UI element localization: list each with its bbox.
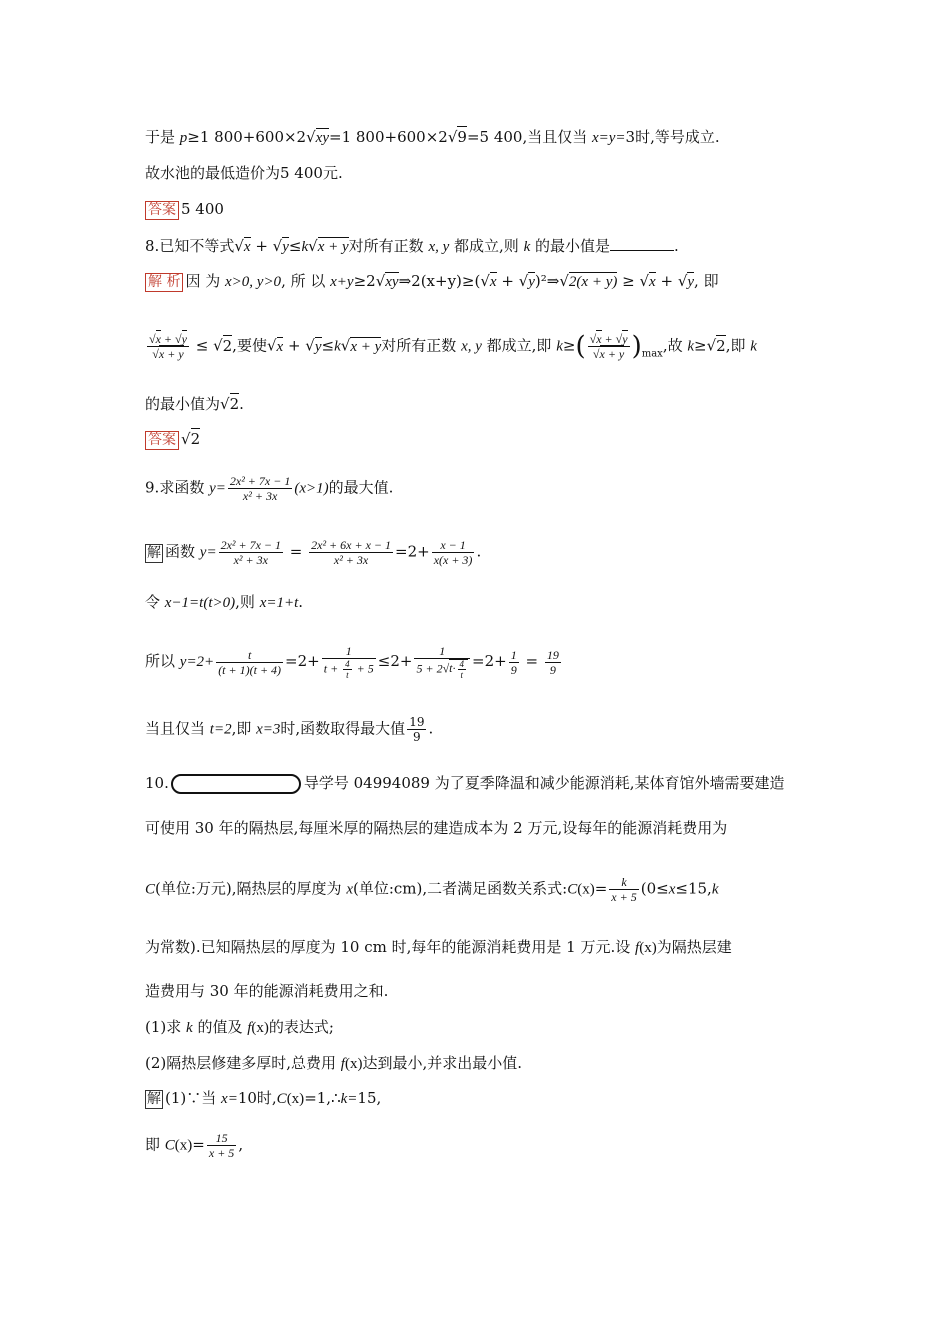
- sqrt-y: y: [314, 338, 322, 355]
- text: 令: [145, 593, 165, 611]
- question-8: 8.已知不等式√x + √y≤k√x + y对所有正数 x, y 都成立,则 k 的最小值是 .: [145, 237, 679, 255]
- math: x=: [221, 1091, 238, 1107]
- answer-tag: 答案: [145, 431, 179, 450]
- denominator: (t + 1)(t + 4): [218, 662, 282, 677]
- math: (x): [286, 1091, 305, 1107]
- math: k=: [340, 1091, 358, 1107]
- numerator: 19: [546, 647, 559, 662]
- solution-10-line-2: [145, 1131, 243, 1160]
- analysis-tag: 解 析: [145, 273, 183, 292]
- text: 于是: [145, 128, 180, 146]
- sqrt-y: y: [528, 274, 535, 290]
- solution-9-line-1: [145, 538, 481, 567]
- text: .: [298, 593, 304, 611]
- sqrt-9: 9: [457, 128, 467, 146]
- math: t=2: [209, 721, 232, 738]
- small-fraction: [458, 659, 467, 680]
- conclusion-line: 故水池的最低造价为5 400元.: [145, 164, 343, 182]
- text: .: [674, 237, 679, 255]
- denominator: t: [460, 670, 464, 680]
- fraction-sqrt-ratio-max: $\frac{√x + √y}{√x + y}$: [589, 332, 628, 361]
- math: x>0, y>0: [225, 274, 282, 290]
- math-var: x, y: [461, 338, 482, 355]
- text: +: [655, 272, 678, 290]
- fraction-sqrt-ratio: $\frac{√x + √y}{√x + y}$: [149, 332, 187, 361]
- math: (x): [251, 1020, 269, 1036]
- text: (2)隔热层修建多厚时,总费用: [145, 1054, 341, 1072]
- math-var: k: [186, 1020, 193, 1036]
- text: 都成立,即: [481, 336, 557, 355]
- math-var: x: [346, 881, 353, 898]
- denominator: 9: [549, 662, 556, 677]
- denominator: x² + 3x: [242, 489, 278, 503]
- text: ≥: [694, 336, 707, 355]
- math-var: k: [750, 338, 757, 355]
- text: ≥: [617, 272, 640, 290]
- max-subscript: max: [641, 348, 663, 360]
- small-fraction: [343, 659, 352, 680]
- math-var: C: [145, 881, 156, 898]
- numerator: 1: [414, 644, 470, 659]
- math: x+y: [330, 274, 354, 290]
- question-10-part-1: [145, 1016, 334, 1039]
- numerator: 1: [510, 647, 517, 662]
- numerator: 4: [459, 659, 465, 669]
- text: =: [285, 542, 308, 561]
- text: t·: [449, 661, 456, 676]
- numerator: 15: [207, 1131, 236, 1146]
- answer-value: 5 400: [181, 200, 224, 218]
- text: =2+: [285, 652, 320, 670]
- question-number: 9.: [145, 478, 160, 497]
- numerator: t: [216, 648, 283, 663]
- sqrt-2: 2: [222, 336, 233, 355]
- question-10-line-5: 造费用与 30 年的能源消耗费用之和.: [145, 982, 389, 1000]
- math-var: k: [334, 338, 341, 355]
- text: ≥2: [353, 272, 376, 290]
- numerator: 2x² + 7x − 1: [220, 538, 282, 552]
- sqrt-xy: xy: [315, 130, 329, 146]
- sqrt-x: x: [276, 338, 284, 355]
- text: 因 为: [185, 272, 225, 290]
- text: 已知不等式: [159, 237, 235, 255]
- fraction: [216, 648, 283, 677]
- text: .: [428, 719, 434, 738]
- text: 对所有正数: [348, 237, 429, 255]
- text: ≤15,: [675, 879, 712, 898]
- sqrt-x: x: [155, 332, 161, 346]
- math: x=3: [256, 721, 281, 738]
- denominator: x + 5: [611, 890, 637, 904]
- question-10-part-2: [145, 1052, 522, 1075]
- sqrt-xy: xy: [385, 274, 399, 290]
- text: +: [250, 237, 273, 255]
- text: ≤: [288, 237, 302, 255]
- sqrt-y: y: [181, 332, 187, 346]
- math-var: f: [635, 940, 640, 956]
- denominator: t: [346, 670, 349, 680]
- solution-tag: 解: [147, 544, 161, 561]
- max-value-fraction: [407, 715, 426, 744]
- text: ,: [238, 1135, 244, 1154]
- text: 当且仅当: [145, 719, 210, 738]
- solution-tag: 解: [147, 1091, 161, 1107]
- question-9: [145, 474, 393, 503]
- text: (单位:万元),隔热层的厚度为: [155, 879, 347, 898]
- right-paren: ): [631, 331, 642, 362]
- math: x=1+t: [259, 595, 299, 611]
- math-var: f: [247, 1020, 252, 1036]
- text: =5 400,当且仅当: [466, 128, 592, 146]
- answer-tag: 答案: [145, 201, 179, 220]
- text: , 所 以: [281, 272, 331, 290]
- text: (单位:cm),二者满足函数关系式:: [352, 879, 568, 898]
- question-10-line-3: [145, 875, 718, 904]
- text: ,故: [662, 336, 688, 355]
- fraction: [509, 648, 519, 677]
- denominator: x² + 3x: [233, 553, 268, 567]
- text: =1 800+600×2: [329, 128, 448, 146]
- denominator: 9: [413, 730, 421, 744]
- denominator: x + 5: [208, 1146, 235, 1160]
- sqrt-x: x: [243, 239, 251, 255]
- text: + 5: [353, 661, 374, 676]
- sqrt-x-plus-y: x + y: [350, 338, 382, 355]
- text: +: [283, 336, 306, 355]
- sqrt-y: y: [687, 274, 695, 290]
- sqrt-x-plus-y: x + y: [158, 347, 184, 361]
- sqrt-x: x: [596, 332, 602, 346]
- text: .: [476, 542, 482, 561]
- guide-number-badge: [171, 774, 301, 794]
- text: .: [239, 395, 244, 413]
- text: 的值及: [192, 1018, 248, 1036]
- fraction: [432, 538, 475, 567]
- question-10-line-4: [145, 936, 732, 959]
- sqrt-x-plus-y: x + y: [599, 347, 625, 361]
- solution-10-line-1: [145, 1087, 381, 1110]
- numerator: 1: [322, 644, 376, 659]
- solution-8-line-1: 解 析 因 为 x>0, y>0, 所 以 x+y≥2√xy⇒2(x+y)≥(√x + √y)²⇒√2(x + y) ≥ √x + √y, 即: [145, 270, 719, 293]
- text: =: [520, 652, 543, 670]
- math-var: f: [340, 1056, 345, 1072]
- text: ,即: [231, 719, 257, 738]
- text: t +: [323, 661, 342, 676]
- text: +: [601, 332, 616, 346]
- numerator: 19: [409, 715, 425, 729]
- solution-8-line-3: 的最小值为√2.: [145, 395, 244, 413]
- sqrt-x: x: [489, 274, 497, 290]
- numerator: 4: [345, 659, 350, 669]
- numerator: 2x² + 7x − 1: [229, 474, 291, 488]
- text: ≥1 800+600×2: [187, 128, 307, 146]
- text: 的最大值.: [328, 478, 394, 497]
- solution-9-line-2: [145, 591, 303, 614]
- text: 5 + 2: [416, 661, 443, 676]
- math-var: p: [179, 130, 188, 146]
- text: 15,: [357, 1089, 382, 1107]
- text: 导学号 04994089 为了夏季降温和减少能源消耗,某体育馆外墙需要建造: [303, 774, 785, 792]
- text: 即: [145, 1135, 165, 1154]
- text: , 即: [694, 272, 719, 290]
- text: 时,函数取得最大值: [280, 719, 406, 738]
- math-var: x: [668, 881, 676, 898]
- solution-line-cost-inequality: 于是 p≥1 800+600×2√xy=1 800+600×2√9=5 400,当且仅当 x=y=3时,等号成立.: [145, 128, 720, 146]
- text: ,即: [725, 336, 751, 355]
- numerator: 2x² + 6x + x − 1: [311, 538, 391, 552]
- text: ≥: [562, 336, 576, 355]
- math-var: C: [276, 1091, 287, 1107]
- math: (x): [344, 1056, 363, 1072]
- numerator: x − 1: [432, 538, 475, 553]
- text: ⇒2(x+y)≥(: [398, 272, 481, 290]
- fraction: [309, 538, 393, 567]
- math-var: C: [567, 881, 578, 898]
- answer-value: 2: [190, 430, 201, 448]
- math-var: k: [301, 239, 309, 255]
- sqrt-y: y: [282, 239, 289, 255]
- numerator: k: [609, 875, 638, 890]
- fraction: [609, 875, 638, 904]
- answer-blank: [610, 236, 674, 251]
- text: =: [594, 879, 608, 898]
- text: 10时,: [237, 1089, 277, 1107]
- question-number: 8.: [145, 237, 160, 255]
- text: (1)求: [145, 1018, 187, 1036]
- function-fraction: [228, 474, 292, 503]
- text: )²⇒: [534, 272, 560, 290]
- text: 为隔热层建: [656, 938, 732, 956]
- text: ,要使: [232, 336, 267, 355]
- text: =: [192, 1135, 205, 1154]
- math: y=: [199, 544, 217, 561]
- math: (x): [174, 1137, 193, 1154]
- text: 都成立,则: [449, 237, 524, 255]
- fraction: [207, 1131, 236, 1160]
- text: ≤2+: [377, 652, 413, 670]
- math: y=: [209, 480, 226, 497]
- text: 的最小值为: [145, 395, 221, 413]
- text: 所以: [145, 652, 180, 670]
- sqrt-2: 2: [716, 336, 726, 355]
- text: 求函数: [159, 478, 210, 497]
- math-var: k: [556, 338, 563, 355]
- question-10-line-2: 可使用 30 年的隔热层,每厘米厚的隔热层的建造成本为 2 万元,设每年的能源消耗费用为: [145, 819, 728, 837]
- answer-line-2: 答案 √2: [145, 428, 200, 450]
- text: 3时,等号成立.: [625, 128, 720, 146]
- text: =2+: [395, 542, 430, 561]
- question-number: 10.: [145, 774, 169, 792]
- sqrt-x: x: [649, 274, 656, 290]
- math: y=2+: [179, 654, 215, 670]
- fraction: [219, 538, 283, 567]
- text: +: [160, 332, 176, 346]
- text: (1)∵当: [165, 1089, 222, 1107]
- solution-9-line-3: [145, 644, 563, 680]
- sqrt-x-plus-y: x + y: [317, 239, 349, 255]
- left-paren: (: [575, 331, 586, 362]
- text: 达到最小,并求出最小值.: [362, 1054, 523, 1072]
- fraction: 1 5 + 2√t· $\frac{4}{t}$: [414, 644, 470, 680]
- math: (x): [639, 940, 657, 956]
- denominator: 9: [510, 662, 517, 677]
- sqrt-y: y: [622, 332, 628, 346]
- text: 的表达式;: [268, 1018, 334, 1036]
- text: 函数: [165, 542, 200, 561]
- solution-9-line-4: [145, 715, 433, 744]
- text: ≤: [190, 336, 214, 355]
- fraction: [322, 644, 376, 680]
- text: =1,∴: [304, 1089, 341, 1107]
- math-var: C: [164, 1137, 175, 1154]
- fraction: [545, 648, 561, 677]
- text: 为常数).已知隔热层的厚度为 10 cm 时,每年的能源消耗费用是 1 万元.设: [145, 938, 636, 956]
- denominator: x(x + 3): [433, 553, 473, 567]
- text: ,则: [235, 593, 260, 611]
- math-var: k: [711, 881, 719, 898]
- text: ≤: [321, 336, 335, 355]
- question-10-line-1: [145, 772, 785, 794]
- math-var: x=y=: [591, 130, 626, 146]
- text: (0≤: [640, 879, 669, 898]
- sqrt-2x-plus-y: 2(x + y): [568, 274, 618, 290]
- math-var: k: [523, 239, 531, 255]
- text: 对所有正数: [381, 336, 462, 355]
- math: (x): [577, 881, 595, 898]
- text: +: [496, 272, 519, 290]
- sqrt-2: 2: [229, 395, 240, 413]
- math-var: x, y: [428, 239, 450, 255]
- math-var: k: [687, 338, 695, 355]
- math: x−1=t(t>0): [164, 595, 236, 611]
- denominator: x² + 3x: [333, 553, 369, 567]
- text: 的最小值是: [530, 237, 611, 255]
- answer-line-1: [145, 198, 224, 220]
- text: =2+: [472, 652, 507, 670]
- solution-8-line-2: $\frac{√x + √y}{√x + y}$ ≤ √2,要使√x + √y≤k√x + y对所有正数 x, y 都成立,即 k≥( $\frac{√x + √y}{√x + y}$ )$_{max}$,故 k≥√2,即 k: [149, 331, 757, 362]
- domain-condition: (x>1): [294, 480, 329, 497]
